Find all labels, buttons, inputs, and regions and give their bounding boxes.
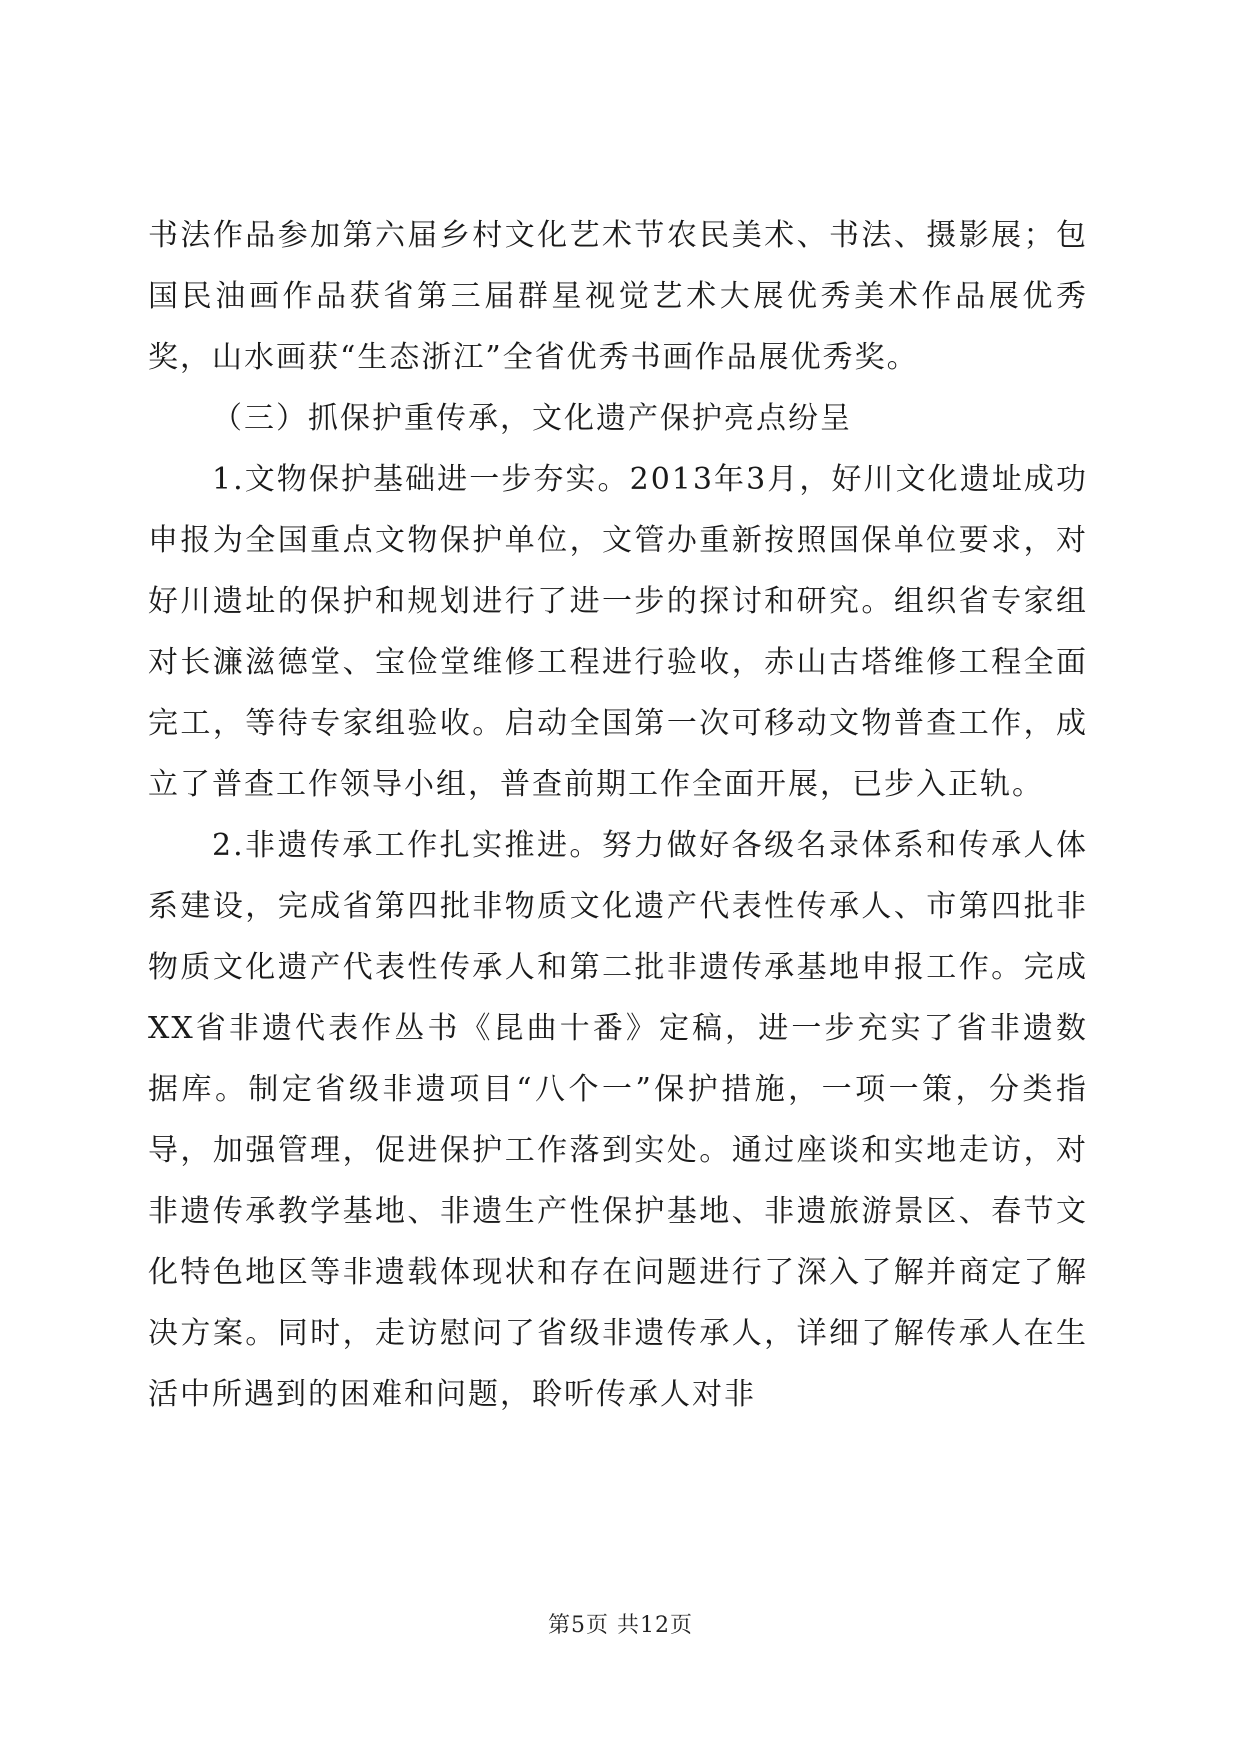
- paragraph-relic-protection: 1.文物保护基础进一步夯实。2013年3月，好川文化遗址成功申报为全国重点文物保护单位，文管办重新按照国保单位要求，对好川遗址的保护和规划进行了进一步的探讨和研究。组织省专家组对长濂滋德堂、宝俭堂维修工程进行验收，赤山古塔维修工程全面完工，等待专家组验收。启动全国第一次可移动文物普查工作，成立了普查工作领导小组，普查前期工作全面开展，已步入正轨。: [148, 462, 1088, 802]
- paragraph-intangible-heritage: 2.非遗传承工作扎实推进。努力做好各级名录体系和传承人体系建设，完成省第四批非物质文化遗产代表性传承人、市第四批非物质文化遗产代表性传承人和第二批非遗传承基地申报工作。完成XX省非遗代表作丛书《昆曲十番》定稿，进一步充实了省非遗数据库。制定省级非遗项目“八个一”保护措施，一项一策，分类指导，加强管理，促进保护工作落到实处。通过座谈和实地走访，对非遗传承教学基地、非遗生产性保护基地、非遗旅游景区、春节文化特色地区等非遗载体现状和存在问题进行了深入了解并商定了解决方案。同时，走访慰问了省级非遗传承人，详细了解传承人在生活中所遇到的困难和问题，聆听传承人对非: [148, 828, 1088, 1412]
- section-heading: （三）抓保护重传承，文化遗产保护亮点纷呈: [212, 401, 852, 436]
- paragraph-continuation: 书法作品参加第六届乡村文化艺术节农民美术、书法、摄影展；包国民油画作品获省第三届群星视觉艺术大展优秀美术作品展优秀奖，山水画获“生态浙江”全省优秀书画作品展优秀奖。: [148, 218, 1088, 375]
- page-number-footer: 第5页 共12页: [548, 1613, 693, 1638]
- document-body: [148, 205, 1088, 1425]
